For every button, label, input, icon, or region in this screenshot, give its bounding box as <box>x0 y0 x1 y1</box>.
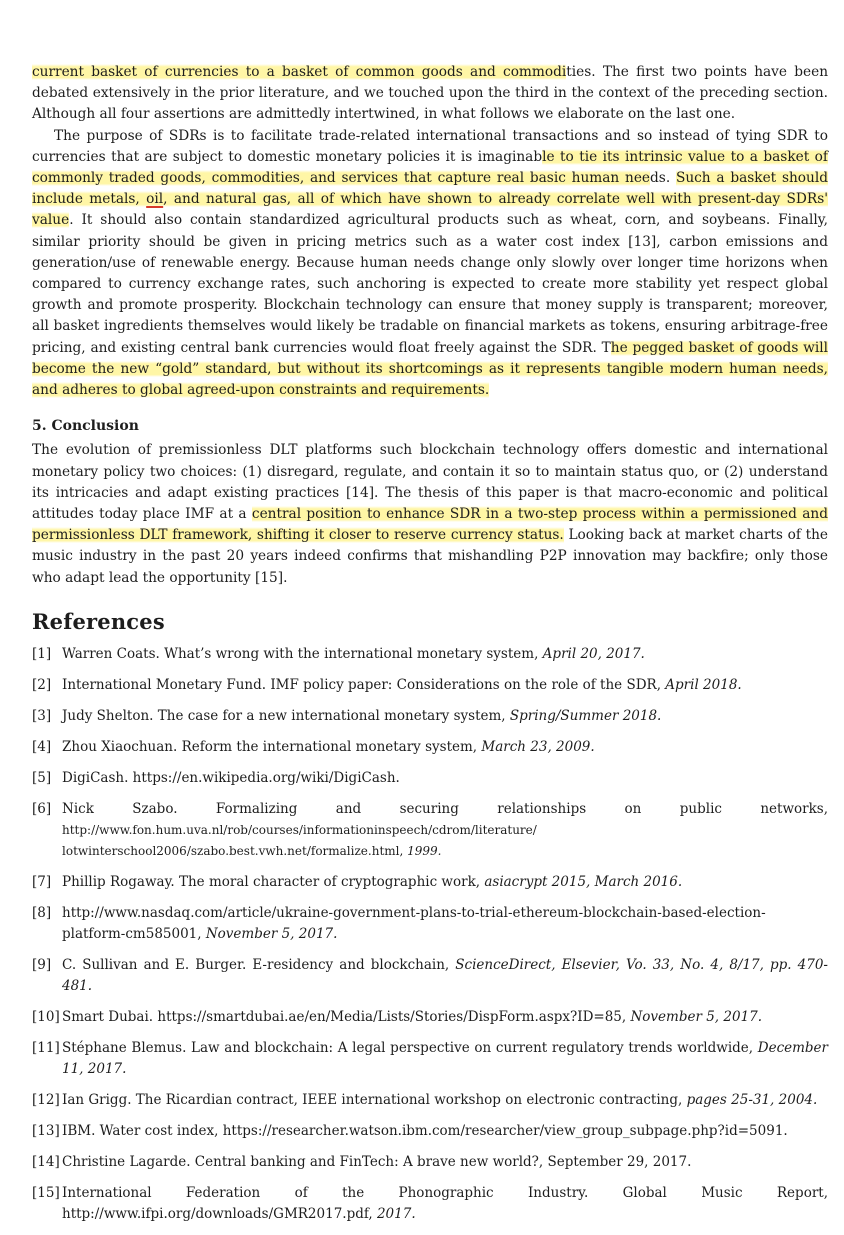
reference-item <box>32 872 828 893</box>
reference-body: Phillip Rogaway. The moral character of cryptographic work, <box>62 874 485 891</box>
reference-text <box>62 675 828 696</box>
reference-body: International Federation of the Phonographic Industry. Global Music Report, http://www.ifpi.org/downloads/GMR2017.pdf, <box>62 1185 828 1223</box>
reference-body: Zhou Xiaochuan. Reform the international monetary system, <box>62 739 482 756</box>
text-run: Looking back at market charts of the music industry in the past 20 years indeed confirms that mishandling P2P innovation may backfire; only those who adapt lead the opportunity [15]. <box>32 527 828 586</box>
reference-list <box>32 644 828 1225</box>
reference-item <box>32 768 828 789</box>
paragraph-conclusion <box>32 440 828 588</box>
reference-text <box>62 737 828 758</box>
reference-number: [2] <box>32 677 52 694</box>
reference-body: Christine Lagarde. Central banking and FinTech: A brave new world?, September 29, 2017. <box>62 1154 692 1171</box>
reference-body: DigiCash. https://en.wikipedia.org/wiki/DigiCash. <box>62 770 400 787</box>
reference-url: http://www.fon.hum.uva.nl/rob/courses/informationinspeech/cdrom/literature/ lotwinterschool2006/szabo.best.vwh.net/formalize.html, <box>62 823 537 859</box>
reference-date: April 20, 2017. <box>542 646 645 663</box>
reference-number: [4] <box>32 739 52 756</box>
reference-item <box>32 737 828 758</box>
reference-item <box>32 955 828 997</box>
reference-date: asiacrypt 2015, March 2016. <box>484 874 683 891</box>
reference-text <box>62 903 828 945</box>
highlight: , and natural gas, all of which have shown to already correlate well with present-day SDRs' value <box>32 191 828 229</box>
reference-text <box>62 1007 828 1028</box>
reference-item <box>32 799 828 862</box>
reference-date: April 2018. <box>665 677 742 694</box>
highlight: current basket of currencies to a basket of common goods and commodi <box>32 64 567 80</box>
reference-item <box>32 1090 828 1111</box>
section-heading-conclusion: 5. Conclusion <box>32 418 139 435</box>
text-run: The purpose of SDRs is to facilitate trade-related international transactions and so instead of tying SDR to currencies that are subject to domestic monetary policies it is imaginab <box>32 127 828 165</box>
reference-text <box>62 706 828 727</box>
highlight: le to tie its intrinsic value to a basket of commonly traded goods, commodities, and services that capture real basic human nee <box>32 148 828 187</box>
reference-item <box>32 644 828 665</box>
reference-text <box>62 644 828 665</box>
reference-text <box>62 955 828 997</box>
reference-date: Spring/Summer 2018. <box>509 708 662 725</box>
reference-number: [6] <box>32 801 52 818</box>
reference-item <box>32 1183 828 1225</box>
references-heading: References <box>32 608 165 634</box>
reference-item <box>32 903 828 945</box>
reference-number: [5] <box>32 770 52 787</box>
text-run: . It should also contain standardized agricultural products such as wheat, corn, and soybeans. Finally, similar priority should be given in pricing metrics such as a water cost index [13], carbon emissions and generation/use of renewable energy. Because human needs change only slowly over longer time horizons when compared to currency exchange rates, such anchoring is expected to create more stability yet respect global growth and promote prosperity. Blockchain technology can ensure that money supply is transparent; moreover, all basket ingredients themselves would likely be tradable on financial markets as tokens, ensuring arbitrage-free pricing, and existing central bank currencies would float freely against the SDR. T <box>32 212 828 356</box>
reference-body: Nick Szabo. Formalizing and securing relationships on public networks, <box>62 801 828 818</box>
reference-number: [10] <box>32 1009 60 1026</box>
reference-number: [15] <box>32 1185 60 1202</box>
text-run: ds. <box>650 170 676 187</box>
reference-body: http://www.nasdaq.com/article/ukraine-government-plans-to-trial-ethereum-blockchain-based-election-platform-cm585001, <box>62 905 766 943</box>
reference-item <box>32 1121 828 1142</box>
reference-date: December 11, 2017. <box>62 1040 828 1078</box>
reference-body: C. Sullivan and E. Burger. E-residency and blockchain, <box>62 957 456 974</box>
underlined-word: oil <box>146 191 164 208</box>
reference-text <box>62 768 828 789</box>
paper-page <box>32 62 828 1235</box>
highlight: central position to enhance SDR in a two-step process within a permissioned and permissionless DLT framework, shifting it closer to reserve currency status. <box>32 506 828 544</box>
reference-date: November 5, 2017. <box>630 1009 763 1026</box>
reference-body: IBM. Water cost index, https://researcher.watson.ibm.com/researcher/view_group_subpage.php?id=5091. <box>62 1123 788 1140</box>
reference-item <box>32 1007 828 1028</box>
text-run: ties. The first two points have been debated extensively in the prior literature, and we touched upon the third in the context of the preceding section. Although all four assertions are admittedly intertwined, in what follows we elaborate on the last one. <box>32 64 829 123</box>
reference-number: [9] <box>32 957 52 974</box>
paragraph-sdr-purpose <box>32 126 828 402</box>
reference-number: [7] <box>32 874 52 891</box>
reference-item <box>32 675 828 696</box>
reference-text <box>62 1152 828 1173</box>
reference-item <box>32 1152 828 1173</box>
reference-body: International Monetary Fund. IMF policy paper: Considerations on the role of the SDR, <box>62 677 666 694</box>
text-run: The evolution of premissionless DLT platforms such blockchain technology offers domestic and international monetary policy two choices: (1) disregard, regulate, and contain it so to maintain status quo, or (2) understand its intricacies and adapt existing practices [14]. The thesis of this paper is that macro-economic and political attitudes today place IMF at a <box>32 442 828 523</box>
reference-text <box>62 1183 828 1225</box>
reference-text <box>62 872 828 893</box>
reference-body: Warren Coats. What’s wrong with the international monetary system, <box>62 646 543 663</box>
reference-number: [1] <box>32 646 52 663</box>
reference-text <box>62 1038 828 1080</box>
reference-number: [3] <box>32 708 52 725</box>
reference-item <box>32 1038 828 1080</box>
reference-item <box>32 706 828 727</box>
reference-text <box>62 1090 828 1111</box>
reference-date: 1999. <box>407 844 442 859</box>
reference-body: Smart Dubai. https://smartdubai.ae/en/Media/Lists/Stories/DispForm.aspx?ID=85, <box>62 1009 631 1026</box>
reference-text <box>62 1121 828 1142</box>
reference-date: March 23, 2009. <box>481 739 595 756</box>
highlight: he pegged basket of goods will become the new “gold” standard, but without its shortcomings as it represents tangible modern human needs, and adheres to global agreed-upon constraints and requirements. <box>32 339 828 399</box>
reference-body: Judy Shelton. The case for a new international monetary system, <box>62 708 510 725</box>
reference-date: November 5, 2017. <box>205 926 338 943</box>
reference-number: [8] <box>32 905 52 922</box>
paragraph-basket-intro <box>32 62 828 126</box>
reference-number: [13] <box>32 1123 60 1140</box>
reference-number: [11] <box>32 1040 60 1057</box>
reference-date: pages 25-31, 2004. <box>686 1092 818 1109</box>
reference-date: 2017. <box>376 1206 416 1223</box>
highlight: Such a basket should include metals, <box>32 170 829 208</box>
reference-text <box>62 799 828 862</box>
reference-body: Ian Grigg. The Ricardian contract, IEEE international workshop on electronic contracting, <box>62 1092 687 1109</box>
reference-body: Stéphane Blemus. Law and blockchain: A legal perspective on current regulatory trends worldwide, <box>62 1040 758 1057</box>
reference-number: [14] <box>32 1154 60 1171</box>
reference-date: ScienceDirect, Elsevier, Vo. 33, No. 4, 8/17, pp. 470-481. <box>62 957 828 995</box>
reference-number: [12] <box>32 1092 60 1109</box>
